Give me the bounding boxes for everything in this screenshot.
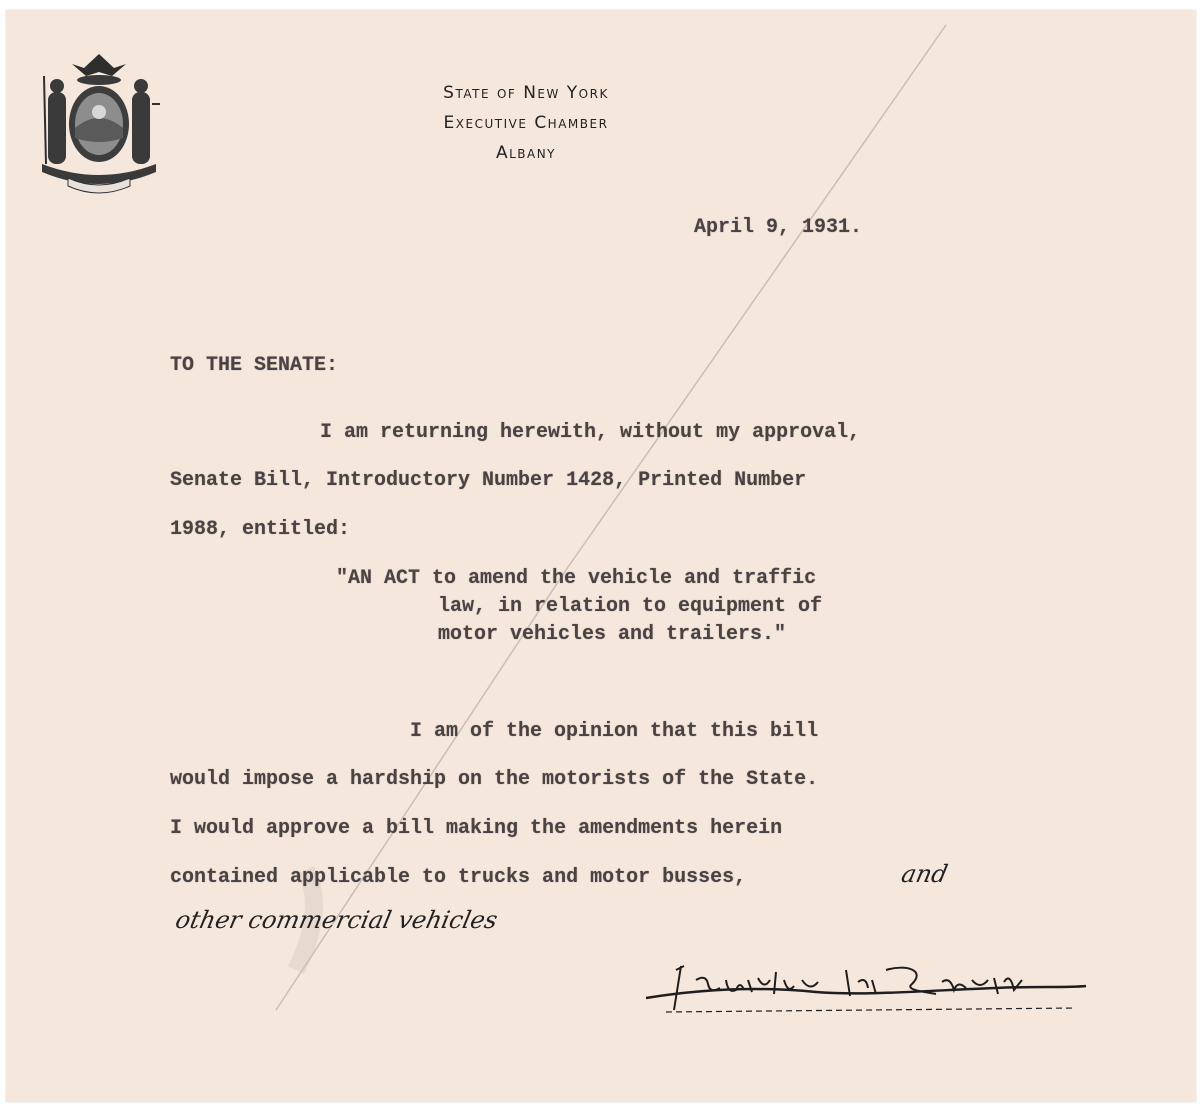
letterhead [346,78,706,168]
paper-crease [6,10,1196,1102]
paragraph2-line2: would impose a hardship on the motorists of the State. [170,768,819,791]
letter-sheet [6,10,1196,1102]
bill-title-line1: "AN ACT to amend the vehicle and traffic [336,567,817,590]
bill-title-line2: law, in relation to equipment of [438,595,823,618]
salutation: TO THE SENATE: [170,354,339,377]
paragraph2-line3: I would approve a bill making the amendments herein [170,817,783,840]
paragraph1-line2: Senate Bill, Introductory Number 1428, Printed Number [170,469,807,492]
bill-title-line3: motor vehicles and trailers." [438,623,787,646]
paragraph2-line1: I am of the opinion that this bill [410,720,819,743]
letterhead-city: Albany [495,143,557,163]
signature [636,950,1096,1030]
paragraph1-line3: 1988, entitled: [170,518,351,541]
paragraph1-line1: I am returning herewith, without my approval, [320,421,861,444]
handwritten-and: and [899,860,951,888]
paragraph2-line4: contained applicable to trucks and motor busses, [170,866,747,889]
letter-date: April 9, 1931. [694,216,863,239]
handwritten-addition: other commercial vehicles [173,906,501,934]
state-seal-icon [34,46,164,206]
letterhead-chamber: Executive Chamber [443,113,609,133]
letterhead-state: State of New York [443,83,609,103]
